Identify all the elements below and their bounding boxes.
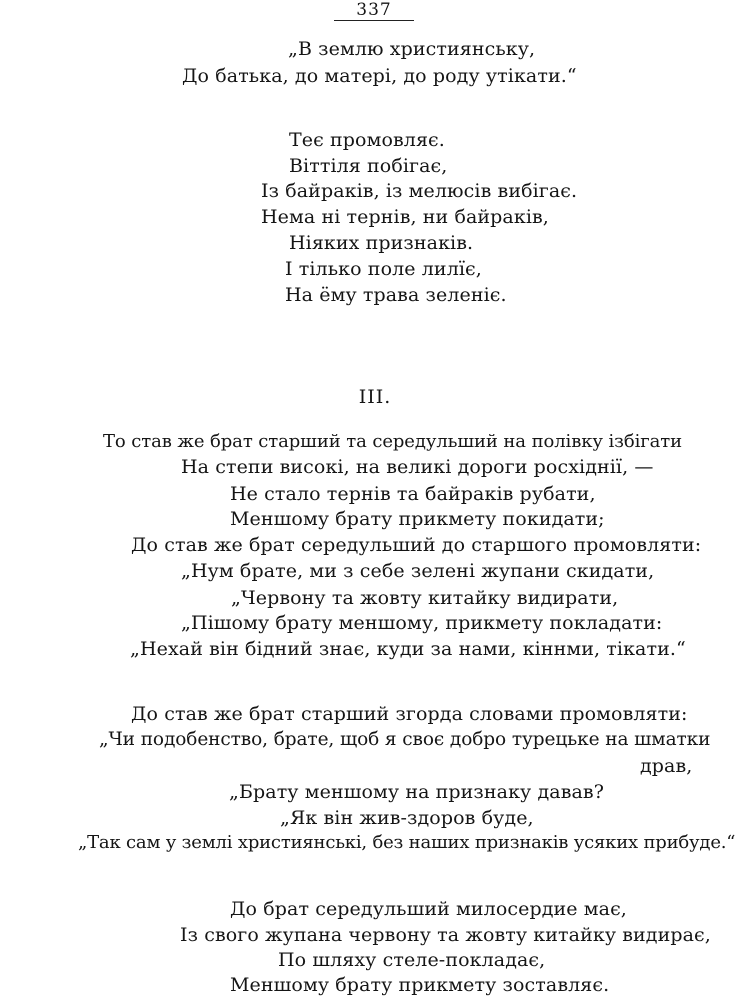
verse-line: „Як він жив-здоров буде, (280, 807, 534, 829)
verse-line: На степи високі, на великі дороги росхіднії, — (181, 456, 654, 478)
verse-line: До батька, до матері, до роду утікати.“ (182, 65, 577, 87)
verse-line: „Червону та жовту китайку видирати, (231, 587, 619, 609)
verse-line: То став же брат старший та середульший на полівку ізбігати (103, 431, 682, 452)
verse-line: Меншому брату прикмету покидати; (230, 508, 605, 530)
verse-line: Меншому брату прикмету зоставляє. (230, 974, 610, 996)
verse-line: драв, (640, 755, 693, 777)
verse-line: Теє промовляє. (289, 129, 445, 151)
verse-line: Ніяких признаків. (289, 232, 474, 254)
verse-line: До став же брат старший згорда словами промовляти: (131, 703, 688, 725)
header-rule (334, 20, 414, 21)
verse-line: „Нум брате, ми з себе зелені жупани скидати, (181, 560, 655, 582)
verse-line: Із свого жупана червону та жовту китайку видирає, (180, 924, 711, 946)
verse-line: „Нехай він бідний знає, куди за нами, кіннми, тікати.“ (130, 638, 686, 660)
verse-line: „Брату меншому на признаку давав? (229, 781, 605, 803)
section-heading: III. (358, 386, 392, 408)
verse-line: Не стало тернів та байраків рубати, (230, 483, 596, 505)
verse-line: Нема ні тернів, ни байраків, (261, 206, 549, 228)
verse-line: По шляху стеле-покладає, (278, 949, 546, 971)
verse-line: „Так сам у землі християнські, без наших признаків усяких прибуде.“ (78, 832, 736, 853)
verse-line: До став же брат середульший до старшого промовляти: (131, 534, 702, 556)
verse-line: Віттіля побігає, (289, 155, 448, 177)
verse-line: На ёму трава зеленіє. (285, 284, 507, 306)
verse-line: „В землю християнську, (288, 38, 536, 60)
verse-line: „Чи подобенство, брате, щоб я своє добро турецьке на шматки (99, 729, 711, 750)
verse-line: І тілько поле лилїє, (285, 258, 482, 280)
verse-line: „Пішому брату меншому, прикмету покладати: (181, 612, 663, 634)
page-number: 337 (356, 0, 392, 20)
verse-line: Із байраків, із мелюсів вибігає. (261, 180, 578, 202)
verse-line: До брат середульший милосердие має, (230, 898, 627, 920)
